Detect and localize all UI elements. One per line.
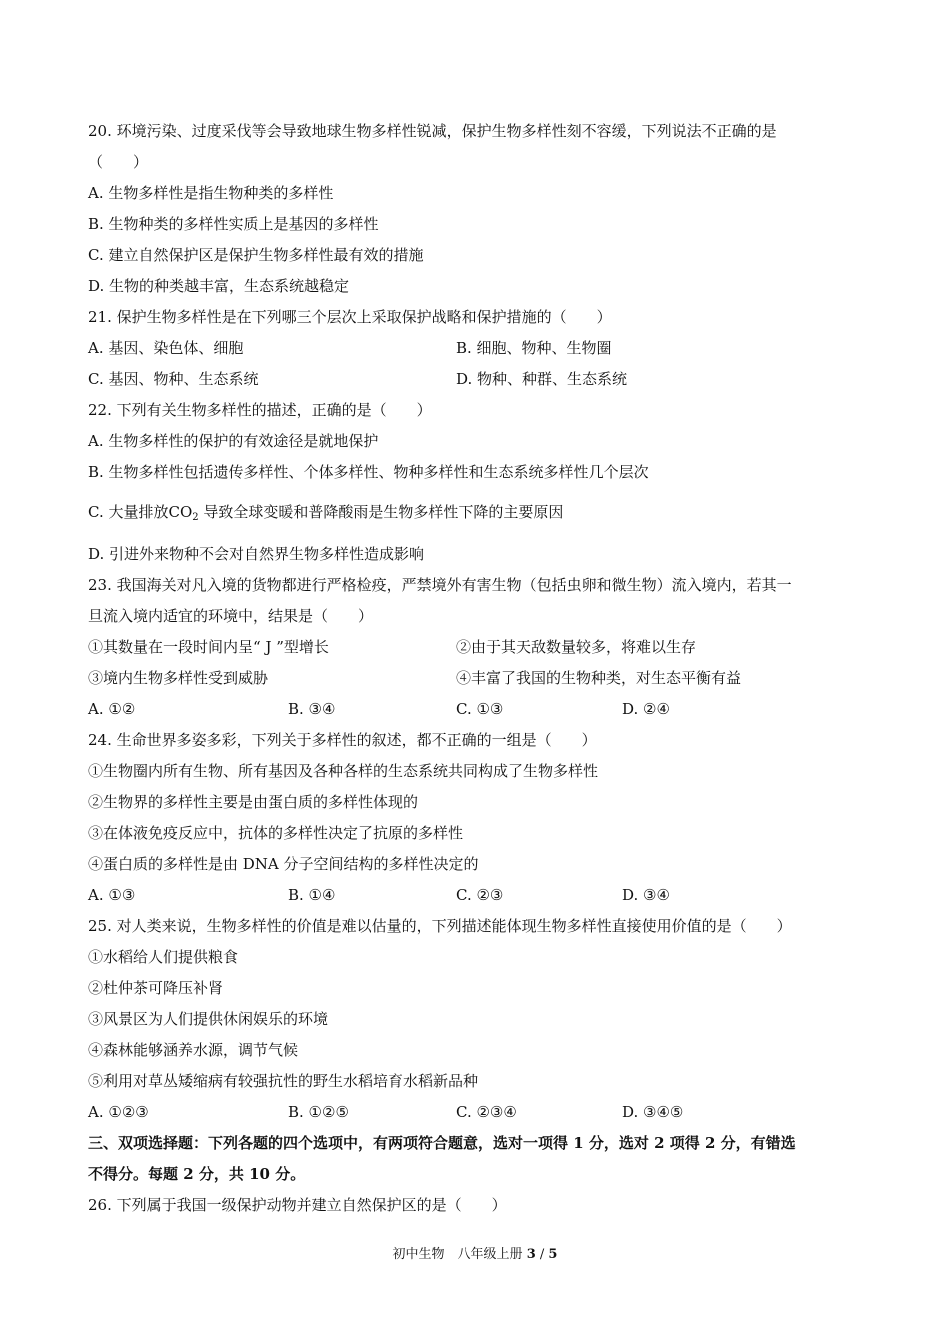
q23-option-a: A. ①② <box>88 700 136 718</box>
section3-heading-line2: 不得分。每题 2 分，共 10 分。 <box>88 1165 306 1183</box>
q22-option-c-post: 导致全球变暖和普降酸雨是生物多样性下降的主要原因 <box>198 503 564 521</box>
q23-stem-line1: 23. 我国海关对凡入境的货物都进行严格检疫，严禁境外有害生物（包括虫卵和微生物）流入境内，若其一 <box>88 576 792 594</box>
q24-option-c: C. ②③ <box>456 886 504 904</box>
q24-statement-3: ③在体液免疫反应中，抗体的多样性决定了抗原的多样性 <box>88 824 464 842</box>
q25-option-c: C. ②③④ <box>456 1103 517 1121</box>
q24-option-a: A. ①③ <box>88 886 136 904</box>
q21-option-c: C. 基因、物种、生态系统 <box>88 370 259 388</box>
q25-statement-4: ④森林能够涵养水源，调节气候 <box>88 1041 299 1059</box>
q21-option-d: D. 物种、种群、生态系统 <box>456 370 628 388</box>
q25-statement-2: ②杜仲茶可降压补肾 <box>88 979 224 997</box>
footer-page-number: 3 <box>526 1247 536 1262</box>
q22-stem: 22. 下列有关生物多样性的描述，正确的是（ ） <box>88 401 432 419</box>
q21-option-a: A. 基因、染色体、细胞 <box>88 339 244 357</box>
q20-option-a: A. 生物多样性是指生物种类的多样性 <box>88 184 334 202</box>
q23-stem-line2: 旦流入境内适宜的环境中，结果是（ ） <box>88 607 374 625</box>
footer-label: 初中生物 八年级上册 <box>392 1247 527 1262</box>
q23-statement-4: ④丰富了我国的生物种类，对生态平衡有益 <box>456 669 742 687</box>
q23-option-b: B. ③④ <box>288 700 336 718</box>
q25-option-a: A. ①②③ <box>88 1103 149 1121</box>
q26-stem: 26. 下列属于我国一级保护动物并建立自然保护区的是（ ） <box>88 1196 507 1214</box>
q21-stem: 21. 保护生物多样性是在下列哪三个层次上采取保护战略和保护措施的（ ） <box>88 308 612 326</box>
q25-statement-3: ③风景区为人们提供休闲娱乐的环境 <box>88 1010 329 1028</box>
q23-option-c: C. ①③ <box>456 700 504 718</box>
q23-statement-3: ③境内生物多样性受到威胁 <box>88 669 269 687</box>
q22-option-b: B. 生物多样性包括遗传多样性、个体多样性、物种多样性和生态系统多样性几个层次 <box>88 463 649 481</box>
page-footer <box>0 1246 950 1264</box>
q24-statement-1: ①生物圈内所有生物、所有基因及各种各样的生态系统共同构成了生物多样性 <box>88 762 599 780</box>
q22-option-d: D. 引进外来物种不会对自然界生物多样性造成影响 <box>88 545 425 563</box>
q24-option-d: D. ③④ <box>622 886 670 904</box>
section3-heading-line1: 三、双项选择题：下列各题的四个选项中，有两项符合题意，选对一项得 1 分，选对 2 项得 2 分，有错选 <box>88 1134 796 1152</box>
q24-option-b: B. ①④ <box>288 886 336 904</box>
q22-option-c-subscript: 2 <box>192 512 199 523</box>
q25-option-b: B. ①②⑤ <box>288 1103 349 1121</box>
q20-option-d: D. 生物的种类越丰富，生态系统越稳定 <box>88 277 350 295</box>
q22-option-c-pre: C. 大量排放CO <box>88 503 193 521</box>
q24-statement-4: ④蛋白质的多样性是由 DNA 分子空间结构的多样性决定的 <box>88 855 479 873</box>
q21-option-b: B. 细胞、物种、生物圈 <box>456 339 612 357</box>
q25-option-d: D. ③④⑤ <box>622 1103 684 1121</box>
q20-option-c: C. 建立自然保护区是保护生物多样性最有效的措施 <box>88 246 424 264</box>
q25-statement-1: ①水稻给人们提供粮食 <box>88 948 239 966</box>
q20-option-b: B. 生物种类的多样性实质上是基因的多样性 <box>88 215 379 233</box>
footer-separator: / <box>535 1247 549 1262</box>
q20-stem: 20. 环境污染、过度采伐等会导致地球生物多样性锐减，保护生物多样性刻不容缓，下列说法不正确的是 <box>88 122 777 140</box>
q23-statement-2: ②由于其天敌数量较多，将难以生存 <box>456 638 697 656</box>
q25-statement-5: ⑤利用对草丛矮缩病有较强抗性的野生水稻培育水稻新品种 <box>88 1072 479 1090</box>
q23-option-d: D. ②④ <box>622 700 670 718</box>
q24-stem: 24. 生命世界多姿多彩，下列关于多样性的叙述，都不正确的一组是（ ） <box>88 731 597 749</box>
q22-option-a: A. 生物多样性的保护的有效途径是就地保护 <box>88 432 379 450</box>
footer-page-total: 5 <box>548 1247 558 1262</box>
q22-option-c <box>88 502 563 528</box>
q24-statement-2: ②生物界的多样性主要是由蛋白质的多样性体现的 <box>88 793 419 811</box>
q20-answer-paren: （ ） <box>88 153 149 171</box>
q23-statement-1: ①其数量在一段时间内呈“ J ”型增长 <box>88 638 329 656</box>
q25-stem: 25. 对人类来说，生物多样性的价值是难以估量的，下列描述能体现生物多样性直接使用价值的是（ ） <box>88 917 792 935</box>
